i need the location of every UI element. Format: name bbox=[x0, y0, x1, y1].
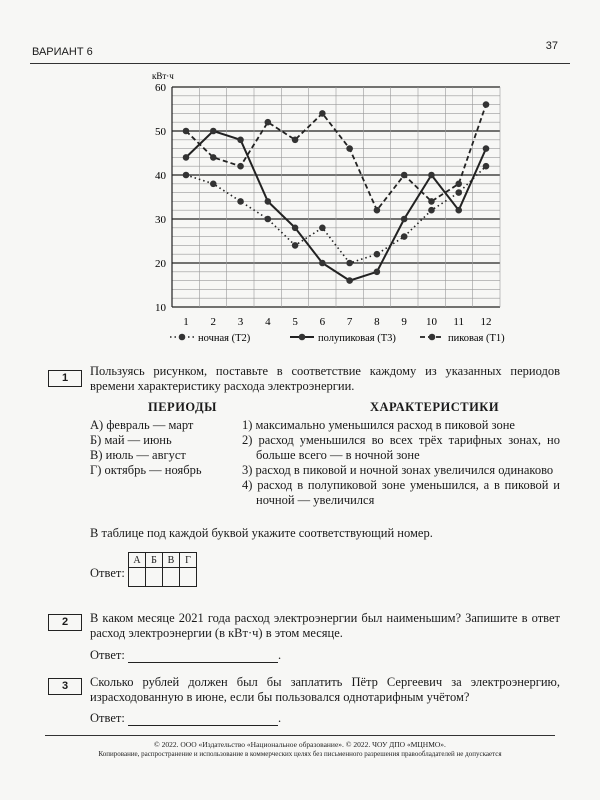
data-point bbox=[183, 128, 190, 135]
x-tick-label: 9 bbox=[401, 316, 407, 328]
task2-answer-label: Ответ: bbox=[90, 648, 125, 662]
chars-list bbox=[242, 418, 560, 508]
periods-list bbox=[90, 418, 202, 478]
task-number-3: 3 bbox=[48, 678, 82, 695]
period-item: А) февраль — март bbox=[90, 418, 194, 432]
data-point bbox=[183, 154, 190, 161]
x-tick-label: 4 bbox=[265, 316, 271, 328]
data-point bbox=[374, 207, 381, 214]
data-point bbox=[237, 137, 244, 144]
data-point bbox=[374, 251, 381, 258]
data-point bbox=[265, 216, 272, 223]
data-point bbox=[374, 269, 381, 276]
data-point bbox=[319, 225, 326, 232]
data-point bbox=[428, 198, 435, 205]
data-point bbox=[428, 207, 435, 214]
answer-table bbox=[128, 552, 197, 587]
page-number: 37 bbox=[545, 40, 558, 52]
task2-answer-line[interactable] bbox=[128, 650, 278, 663]
data-point bbox=[428, 172, 435, 179]
x-tick-label: 5 bbox=[292, 316, 298, 328]
x-tick-label: 8 bbox=[374, 316, 380, 328]
y-tick-label: 60 bbox=[155, 82, 166, 94]
x-tick-label: 6 bbox=[319, 316, 326, 328]
x-tick-label: 2 bbox=[210, 316, 217, 328]
task3-answer: Ответ: . bbox=[90, 711, 282, 725]
period-item: В) июль — август bbox=[90, 448, 186, 462]
data-point bbox=[346, 277, 353, 284]
answer-cell[interactable] bbox=[180, 568, 197, 587]
x-tick-label: 11 bbox=[453, 316, 465, 328]
answer-header: Б bbox=[146, 553, 163, 568]
task2-text: В каком месяце 2021 года расход электроэнергии был наименьшим? Запишите в ответ расход электроэнергии (в кВт·ч) в этом месяце. bbox=[90, 611, 560, 640]
data-point bbox=[401, 172, 408, 179]
data-point bbox=[237, 163, 244, 170]
answer-header: Г bbox=[180, 553, 197, 568]
legend-label: полупиковая (Т3) bbox=[318, 333, 396, 344]
data-point bbox=[346, 145, 353, 152]
x-tick-label: 12 bbox=[480, 316, 492, 328]
task3-text: Сколько рублей должен был бы заплатить Пётр Сергеевич за электроэнергию, израсходованную в июне, если бы пользовался однотарифным учётом? bbox=[90, 675, 560, 704]
task3-answer-line[interactable] bbox=[128, 713, 278, 726]
data-point bbox=[210, 181, 217, 188]
x-tick-label: 7 bbox=[346, 316, 353, 328]
char-item: 1) максимально уменьшился расход в пиковой зоне bbox=[242, 418, 515, 432]
data-point bbox=[319, 110, 326, 117]
task1-answer-label: Ответ: bbox=[90, 566, 125, 580]
y-tick-label: 50 bbox=[155, 126, 166, 138]
x-tick-label: 10 bbox=[425, 316, 437, 328]
y-tick-label: 20 bbox=[155, 258, 166, 270]
answer-header: В bbox=[163, 553, 180, 568]
data-point bbox=[455, 181, 462, 188]
answer-cell[interactable] bbox=[163, 568, 180, 587]
y-axis-label: кВт·ч bbox=[152, 71, 174, 81]
data-point bbox=[210, 154, 217, 161]
y-tick-label: 40 bbox=[155, 170, 166, 182]
task1-instruction: В таблице под каждой буквой укажите соответствующий номер. bbox=[90, 526, 433, 540]
data-point bbox=[455, 207, 462, 214]
data-point bbox=[483, 101, 490, 108]
answer-cell[interactable] bbox=[129, 568, 146, 587]
x-tick-label: 1 bbox=[183, 316, 189, 328]
variant-label: ВАРИАНТ 6 bbox=[32, 46, 93, 58]
char-item: 4) расход в полупиковой зоне уменьшился, а в пиковой и ночной — увеличился bbox=[242, 478, 560, 507]
footer-copyright: © 2022. ООО «Издательство «Национальное образование». © 2022. ЧОУ ДПО «МЦНМО». bbox=[154, 740, 446, 749]
footer-notice: Копирование, распространение и использование в коммерческих целях без письменного разрешения правообладателей не допускается bbox=[98, 750, 502, 758]
data-point bbox=[346, 260, 353, 267]
data-point bbox=[401, 233, 408, 240]
task3-answer-label: Ответ: bbox=[90, 711, 125, 725]
data-point bbox=[210, 128, 217, 135]
data-point bbox=[319, 260, 326, 267]
legend-marker bbox=[299, 334, 306, 341]
data-point bbox=[265, 119, 272, 126]
consumption-chart bbox=[130, 66, 530, 356]
data-point bbox=[401, 216, 408, 223]
task-number-1: 1 bbox=[48, 370, 82, 387]
task2-answer: Ответ: . bbox=[90, 648, 282, 662]
answer-header: А bbox=[129, 553, 146, 568]
legend-marker bbox=[429, 334, 436, 341]
data-point bbox=[292, 242, 299, 249]
header-rule bbox=[30, 63, 570, 64]
x-tick-label: 3 bbox=[237, 316, 244, 328]
legend-marker bbox=[179, 334, 186, 341]
y-tick-label: 10 bbox=[155, 302, 166, 314]
chars-title: ХАРАКТЕРИСТИКИ bbox=[370, 400, 500, 414]
legend-label: пиковая (Т1) bbox=[448, 333, 505, 344]
data-point bbox=[483, 163, 490, 170]
footer-rule bbox=[45, 735, 555, 736]
data-point bbox=[455, 189, 462, 196]
char-item: 2) расход уменьшился во всех трёх тарифных зонах, но больше всего — в ночной зоне bbox=[242, 433, 560, 462]
data-point bbox=[483, 145, 490, 152]
y-tick-label: 30 bbox=[155, 214, 166, 226]
period-item: Б) май — июнь bbox=[90, 433, 172, 447]
data-point bbox=[265, 198, 272, 205]
data-point bbox=[237, 198, 244, 205]
task1-text: Пользуясь рисунком, поставьте в соответствие каждому из указанных периодов времени характеристику расхода электроэнергии. bbox=[90, 364, 560, 393]
answer-cell[interactable] bbox=[146, 568, 163, 587]
char-item: 3) расход в пиковой и ночной зонах увеличился одинаково bbox=[242, 463, 554, 477]
task-number-2: 2 bbox=[48, 614, 82, 631]
legend-label: ночная (Т2) bbox=[198, 333, 251, 344]
data-point bbox=[292, 137, 299, 144]
periods-title: ПЕРИОДЫ bbox=[148, 400, 217, 414]
period-item: Г) октябрь — ноябрь bbox=[90, 463, 202, 477]
data-point bbox=[183, 172, 190, 179]
data-point bbox=[292, 225, 299, 232]
